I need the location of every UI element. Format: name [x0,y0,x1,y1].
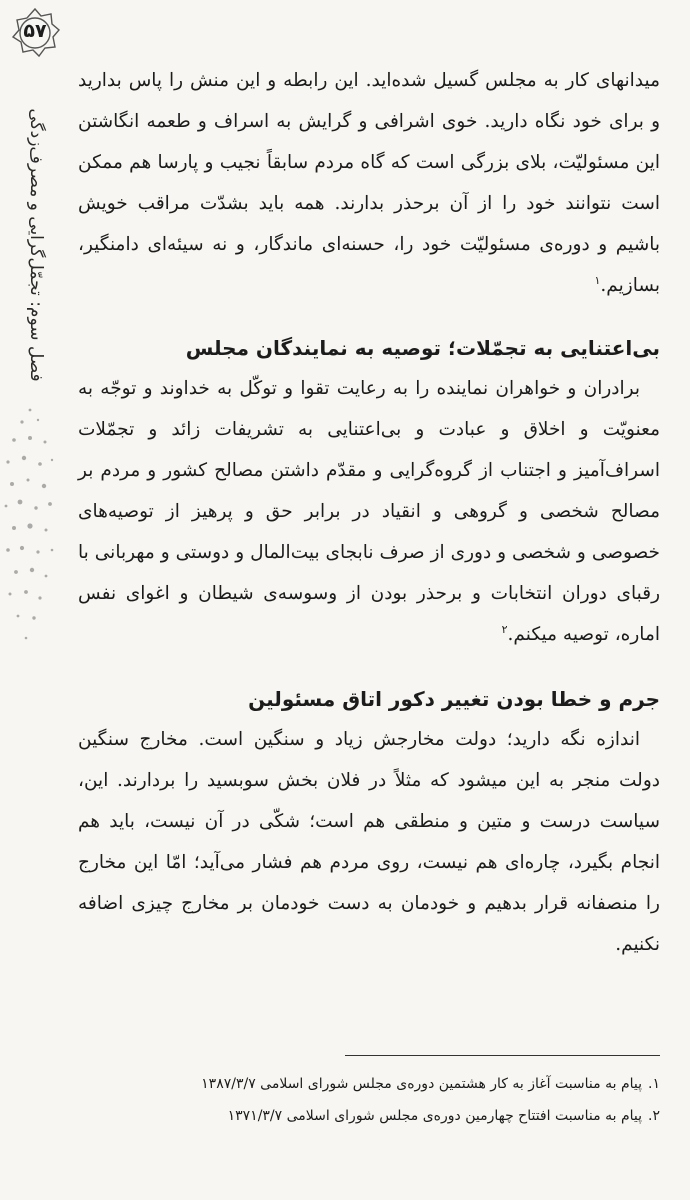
main-text-column [78,60,660,965]
footnote-number: ۲. [648,1108,660,1124]
paragraph [78,719,660,965]
footnote-divider [345,1055,660,1056]
footnote-marker: ۲ [501,622,508,636]
section-heading: جرم و خطا بودن تغییر دکور اتاق مسئولین [248,687,660,711]
paragraph-text: اندازه نگه دارید؛ دولت مخارجش زیاد و سنگین است. مخارج سنگین دولت منجر به این میشود که مثلاً در فلان بخش سوبسید را بردارند. این، سیاست درست و متین و منطقی هم است؛ شکّی در آن نیست، باید هم انجام بگیرد، چاره‌ای هم نیست، روی مردم هم فشار می‌آید؛ امّا این مخارج را منصفانه قرار بدهیم و خودمان به دست خودمان بر مخارج چیزی اضافه نکنیم. [78,729,660,955]
footnote-number: ۱. [648,1076,660,1092]
footnote-text: پیام به مناسبت افتتاح چهارمین دوره‌ی مجلس شورای اسلامی ۱۳۷۱/۳/۷ [227,1108,643,1124]
running-head [18,100,54,390]
footnote-marker: ۱ [594,273,601,287]
page-number-badge [8,6,62,60]
paragraph [78,368,660,655]
paragraph-text: برادران و خواهران نماینده را به رعایت تقوا و توکّل به خداوند و توجّه به معنویّت و اخلاق و عبادت و بی‌اعتنایی به تشریفات زائد و تجمّلات اسراف‌آمیز و اجتناب از گروه‌گرایی و مقدّم داشتن مصالح کشور و مردم بر مصالح شخصی و گروهی و انقیاد در برابر حق و پرهیز از توصیه‌های خصوصی و شخصی و دوری از صرف نابجای بیت‌المال و دوستی و مهربانی با رقبای دوران انتخابات و برحذر بودن از وسوسه‌ی شیطان و اغوای نفس اماره، توصیه میکنم. [78,378,660,645]
footnote-text: پیام به مناسبت آغاز به کار هشتمین دوره‌ی مجلس شورای اسلامی ۱۳۸۷/۳/۷ [201,1076,643,1092]
footnote [78,1100,660,1132]
paragraph [78,60,660,306]
page-number: ۵۷ [23,20,47,42]
running-head-text: فصل سوم: تجمّل‌گرایی و مصرف‌زدگی [26,108,46,382]
section-heading: بی‌اعتنایی به تجمّلات؛ توصیه به نمایندگان مجلس [185,336,660,360]
margin-ornament-icon [0,400,60,660]
footnote [78,1068,660,1100]
paragraph-text: میدانهای کار به مجلس گسیل شده‌اید. این رابطه و این منش را پاس بدارید و برای خود نگاه دارید. خوی اشرافی و گرایش به اسراف و طعمه انگاشتن این مسئولیّت، بلای بزرگی است که گاه مردم سابقاً نجیب و پارسا هم ممکن است نتوانند خود را از آن برحذر بدارند. همه باید بشدّت مراقب خویش باشیم و دوره‌ی مسئولیّت خود را، حسنه‌ای ماندگار، و نه سیئه‌ای دامنگیر، بسازیم. [78,70,660,296]
footnotes [78,1068,660,1132]
